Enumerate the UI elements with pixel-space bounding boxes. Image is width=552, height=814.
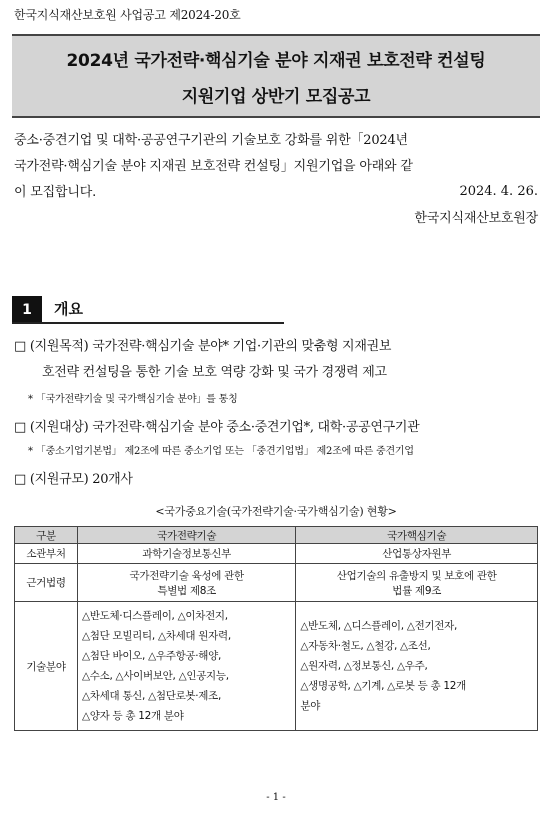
law-strategic-line-2: 특별법 제8조 [157, 584, 217, 597]
target-note: * 「중소기업기본법」 제2조에 따른 중소기업 또는 「중견기업법」 제2조에 따른 중견기업 [28, 446, 414, 457]
ministry-strategic: 과학기술정보통신부 [78, 544, 296, 564]
field-item: △반도체, △디스플레이, △전기전자, [300, 620, 458, 632]
section-title: 개요 [54, 300, 83, 318]
title-line-1: 2024년 국가전략·핵심기술 분야 지재권 보호전략 컨설팅 [66, 51, 486, 71]
field-item: △양자 등 총 12개 분야 [82, 710, 184, 722]
header-core: 국가핵심기술 [296, 527, 538, 544]
ministry-label: 소관부처 [15, 544, 78, 564]
announcement-date: 2024. 4. 26. [459, 184, 538, 199]
law-core-line-2: 법률 제9조 [392, 584, 442, 597]
law-core-line-1: 산업기술의 유출방지 및 보호에 관한 [336, 569, 497, 582]
intro-line-2: 국가전략·핵심기술 분야 지재권 보호전략 컨설팅」지원기업을 아래와 같 [14, 159, 413, 174]
tech-table [14, 526, 538, 731]
table-caption: <국가중요기술(국가전략기술·국가핵심기술) 현황> [155, 505, 397, 518]
table-header-row [15, 527, 538, 544]
page-number: - 1 - [266, 792, 286, 803]
target-line: □ (지원대상) 국가전략·핵심기술 분야 중소·중견기업*, 대학·공공연구기관 [14, 420, 420, 435]
purpose-line-1: □ (지원목적) 국가전략·핵심기술 분야* 기업·기관의 맞춤형 지재권보 [14, 339, 392, 354]
section-divider [12, 322, 284, 324]
intro-line-3: 이 모집합니다. [14, 185, 97, 200]
document-number: 한국지식재산보호원 사업공고 제2024-20호 [14, 8, 241, 22]
title-box [12, 34, 540, 118]
purpose-note: * 「국가전략기술 및 국가핵심기술 분야」를 통칭 [28, 394, 238, 405]
field-item: △생명공학, △기계, △로봇 등 총 12개 [300, 680, 467, 692]
header-strategic: 국가전략기술 [78, 527, 296, 544]
header-division: 구분 [15, 527, 78, 544]
law-core [296, 564, 538, 602]
field-item: △첨단 모빌리티, △차세대 원자력, [82, 630, 231, 642]
section-number: 1 [12, 296, 42, 324]
field-item: △반도체·디스플레이, △이차전지, [82, 610, 228, 622]
field-item: △첨단 바이오, △우주항공·해양, [82, 650, 222, 662]
issuer-name: 한국지식재산보호원장 [414, 211, 538, 226]
purpose-line-2: 호전략 컨설팅을 통한 기술 보호 역량 강화 및 국가 경쟁력 제고 [42, 365, 387, 380]
law-label: 근거법령 [15, 564, 78, 602]
law-row [15, 564, 538, 602]
field-item: 분야 [300, 700, 321, 712]
intro-line-1: 중소·중견기업 및 대학·공공연구기관의 기술보호 강화를 위한「2024년 [14, 133, 408, 148]
field-item: △원자력, △정보통신, △우주, [300, 660, 428, 672]
scale-line: □ (지원규모) 20개사 [14, 472, 133, 487]
fields-row [15, 602, 538, 731]
field-item: △수소, △사이버보안, △인공지능, [82, 670, 229, 682]
field-item: △자동차·철도, △철강, △조선, [300, 640, 431, 652]
ministry-row [15, 544, 538, 564]
ministry-core: 산업통상자원부 [296, 544, 538, 564]
law-strategic [78, 564, 296, 602]
fields-label: 기술분야 [15, 602, 78, 731]
fields-strategic [78, 602, 296, 731]
law-strategic-line-1: 국가전략기술 육성에 관한 [129, 569, 244, 582]
field-item: △차세대 통신, △첨단로봇·제조, [82, 690, 222, 702]
title-line-2: 지원기업 상반기 모집공고 [181, 87, 371, 107]
fields-core [296, 602, 538, 731]
